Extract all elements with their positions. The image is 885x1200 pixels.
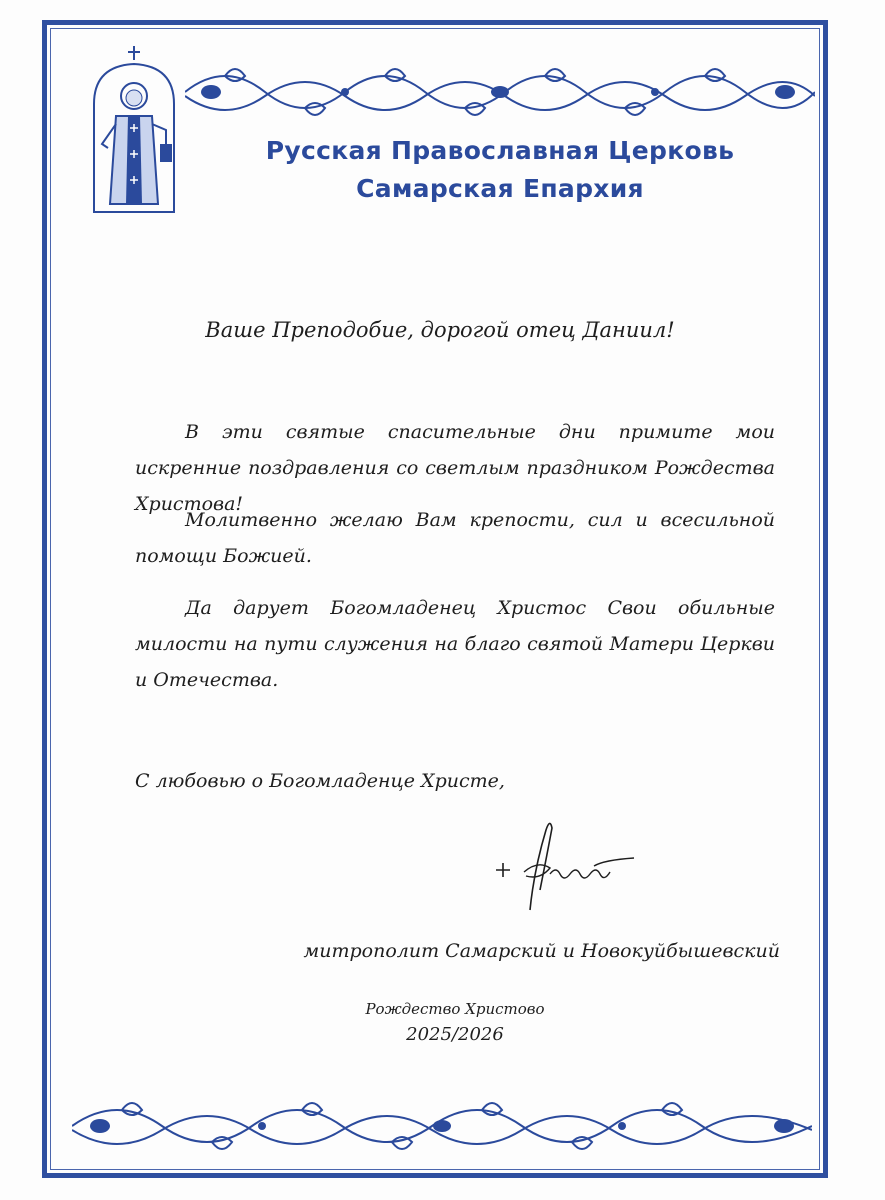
paragraph: В эти святые спасительные дни примите мои искренние поздравления со светлым праздником Рождества Христова! xyxy=(135,421,775,515)
diocese-header xyxy=(250,132,750,208)
date-year: 2025/2026 xyxy=(406,1024,504,1045)
signature xyxy=(490,810,650,920)
greeting: Ваше Преподобие, дорогой отец Даниил! xyxy=(205,318,675,342)
date-label: Рождество Христово xyxy=(365,1000,545,1018)
paragraph: Молитвенно желаю Вам крепости, сил и всесильной помощи Божией. xyxy=(135,509,775,567)
floral-ornament-icon xyxy=(185,56,815,128)
saint-emblem-icon xyxy=(86,44,182,214)
closing-line: С любовью о Богомладенце Христе, xyxy=(135,770,505,792)
signer-title: митрополит Самарский и Новокуйбышевский xyxy=(303,940,780,962)
floral-ornament-icon xyxy=(72,1090,812,1162)
church-name: Русская Православная Церковь xyxy=(265,136,735,165)
paragraph: Да дарует Богомладенец Христос Свои обильные милости на пути служения на благо святой Матери Церкви и Отечества. xyxy=(135,597,775,691)
diocese-name: Самарская Епархия xyxy=(356,174,644,203)
